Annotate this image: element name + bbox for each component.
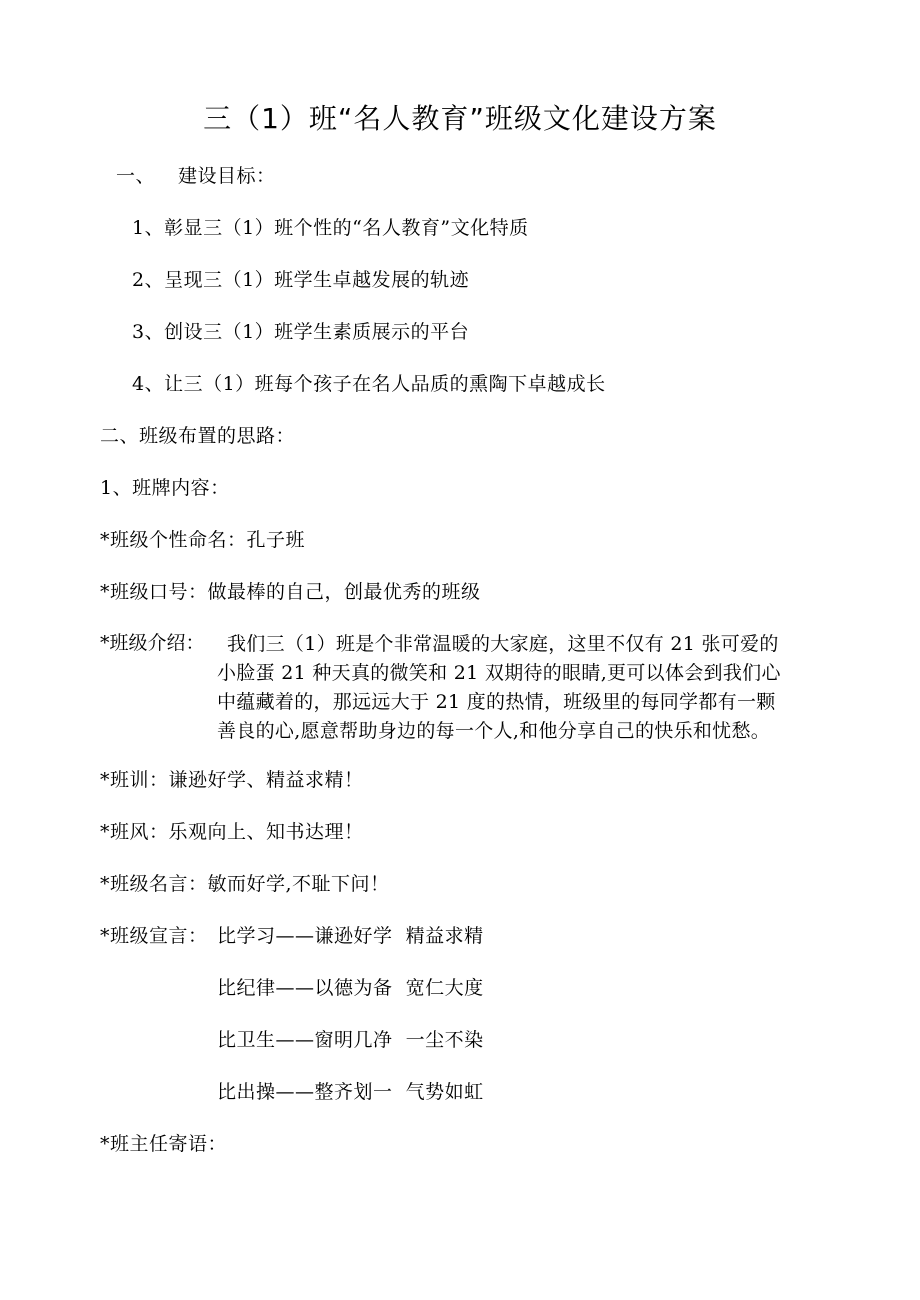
intro-line: 善良的心,愿意帮助身边的每一个人,和他分享自己的快乐和忧愁。 <box>217 720 771 742</box>
goal-item: 3、创设三（1）班学生素质展示的平台 <box>132 321 470 343</box>
goal-item: 4、让三（1）班每个孩子在名人品质的熏陶下卓越成长 <box>132 373 606 395</box>
intro-line: 小脸蛋 21 种天真的微笑和 21 双期待的眼睛,更可以体会到我们心 <box>217 662 781 684</box>
class-style-line: *班风：乐观向上、知书达理！ <box>100 821 364 843</box>
subsection-1-heading: 1、班牌内容： <box>100 477 230 499</box>
class-motto-line: *班训：谦逊好学、精益求精！ <box>100 769 364 791</box>
declaration-item: 比学习——谦逊好学 精益求精 <box>217 925 484 947</box>
class-intro-body <box>217 630 829 746</box>
section-2-heading: 二、班级布置的思路： <box>100 425 296 447</box>
class-quote-line: *班级名言：敏而好学,不耻下问！ <box>100 873 390 895</box>
intro-line: 我们三（1）班是个非常温暖的大家庭，这里不仅有 21 张可爱的 <box>227 633 779 655</box>
teacher-message-label: *班主任寄语： <box>100 1133 228 1155</box>
section-1-title: 建设目标： <box>178 165 276 187</box>
class-slogan-line: *班级口号：做最棒的自己，创最优秀的班级 <box>100 581 481 603</box>
document-title: 三（1）班“名人教育”班级文化建设方案 <box>203 102 717 135</box>
section-1-heading <box>116 163 276 189</box>
section-1-number: 一、 <box>116 165 156 187</box>
goal-item: 1、彰显三（1）班个性的“名人教育”文化特质 <box>132 217 529 239</box>
goal-item: 2、呈现三（1）班学生卓越发展的轨迹 <box>132 269 470 291</box>
declaration-item: 比卫生——窗明几净 一尘不染 <box>217 1029 484 1051</box>
class-intro-label: *班级介绍： <box>100 632 205 654</box>
class-name-line: *班级个性命名：孔子班 <box>100 529 306 551</box>
class-declaration-label: *班级宣言： <box>100 925 208 947</box>
declaration-item: 比出操——整齐划一 气势如虹 <box>217 1081 484 1103</box>
declaration-item: 比纪律——以德为备 宽仁大度 <box>217 977 484 999</box>
intro-line: 中蕴藏着的，那远远大于 21 度的热情，班级里的每同学都有一颗 <box>217 691 776 713</box>
